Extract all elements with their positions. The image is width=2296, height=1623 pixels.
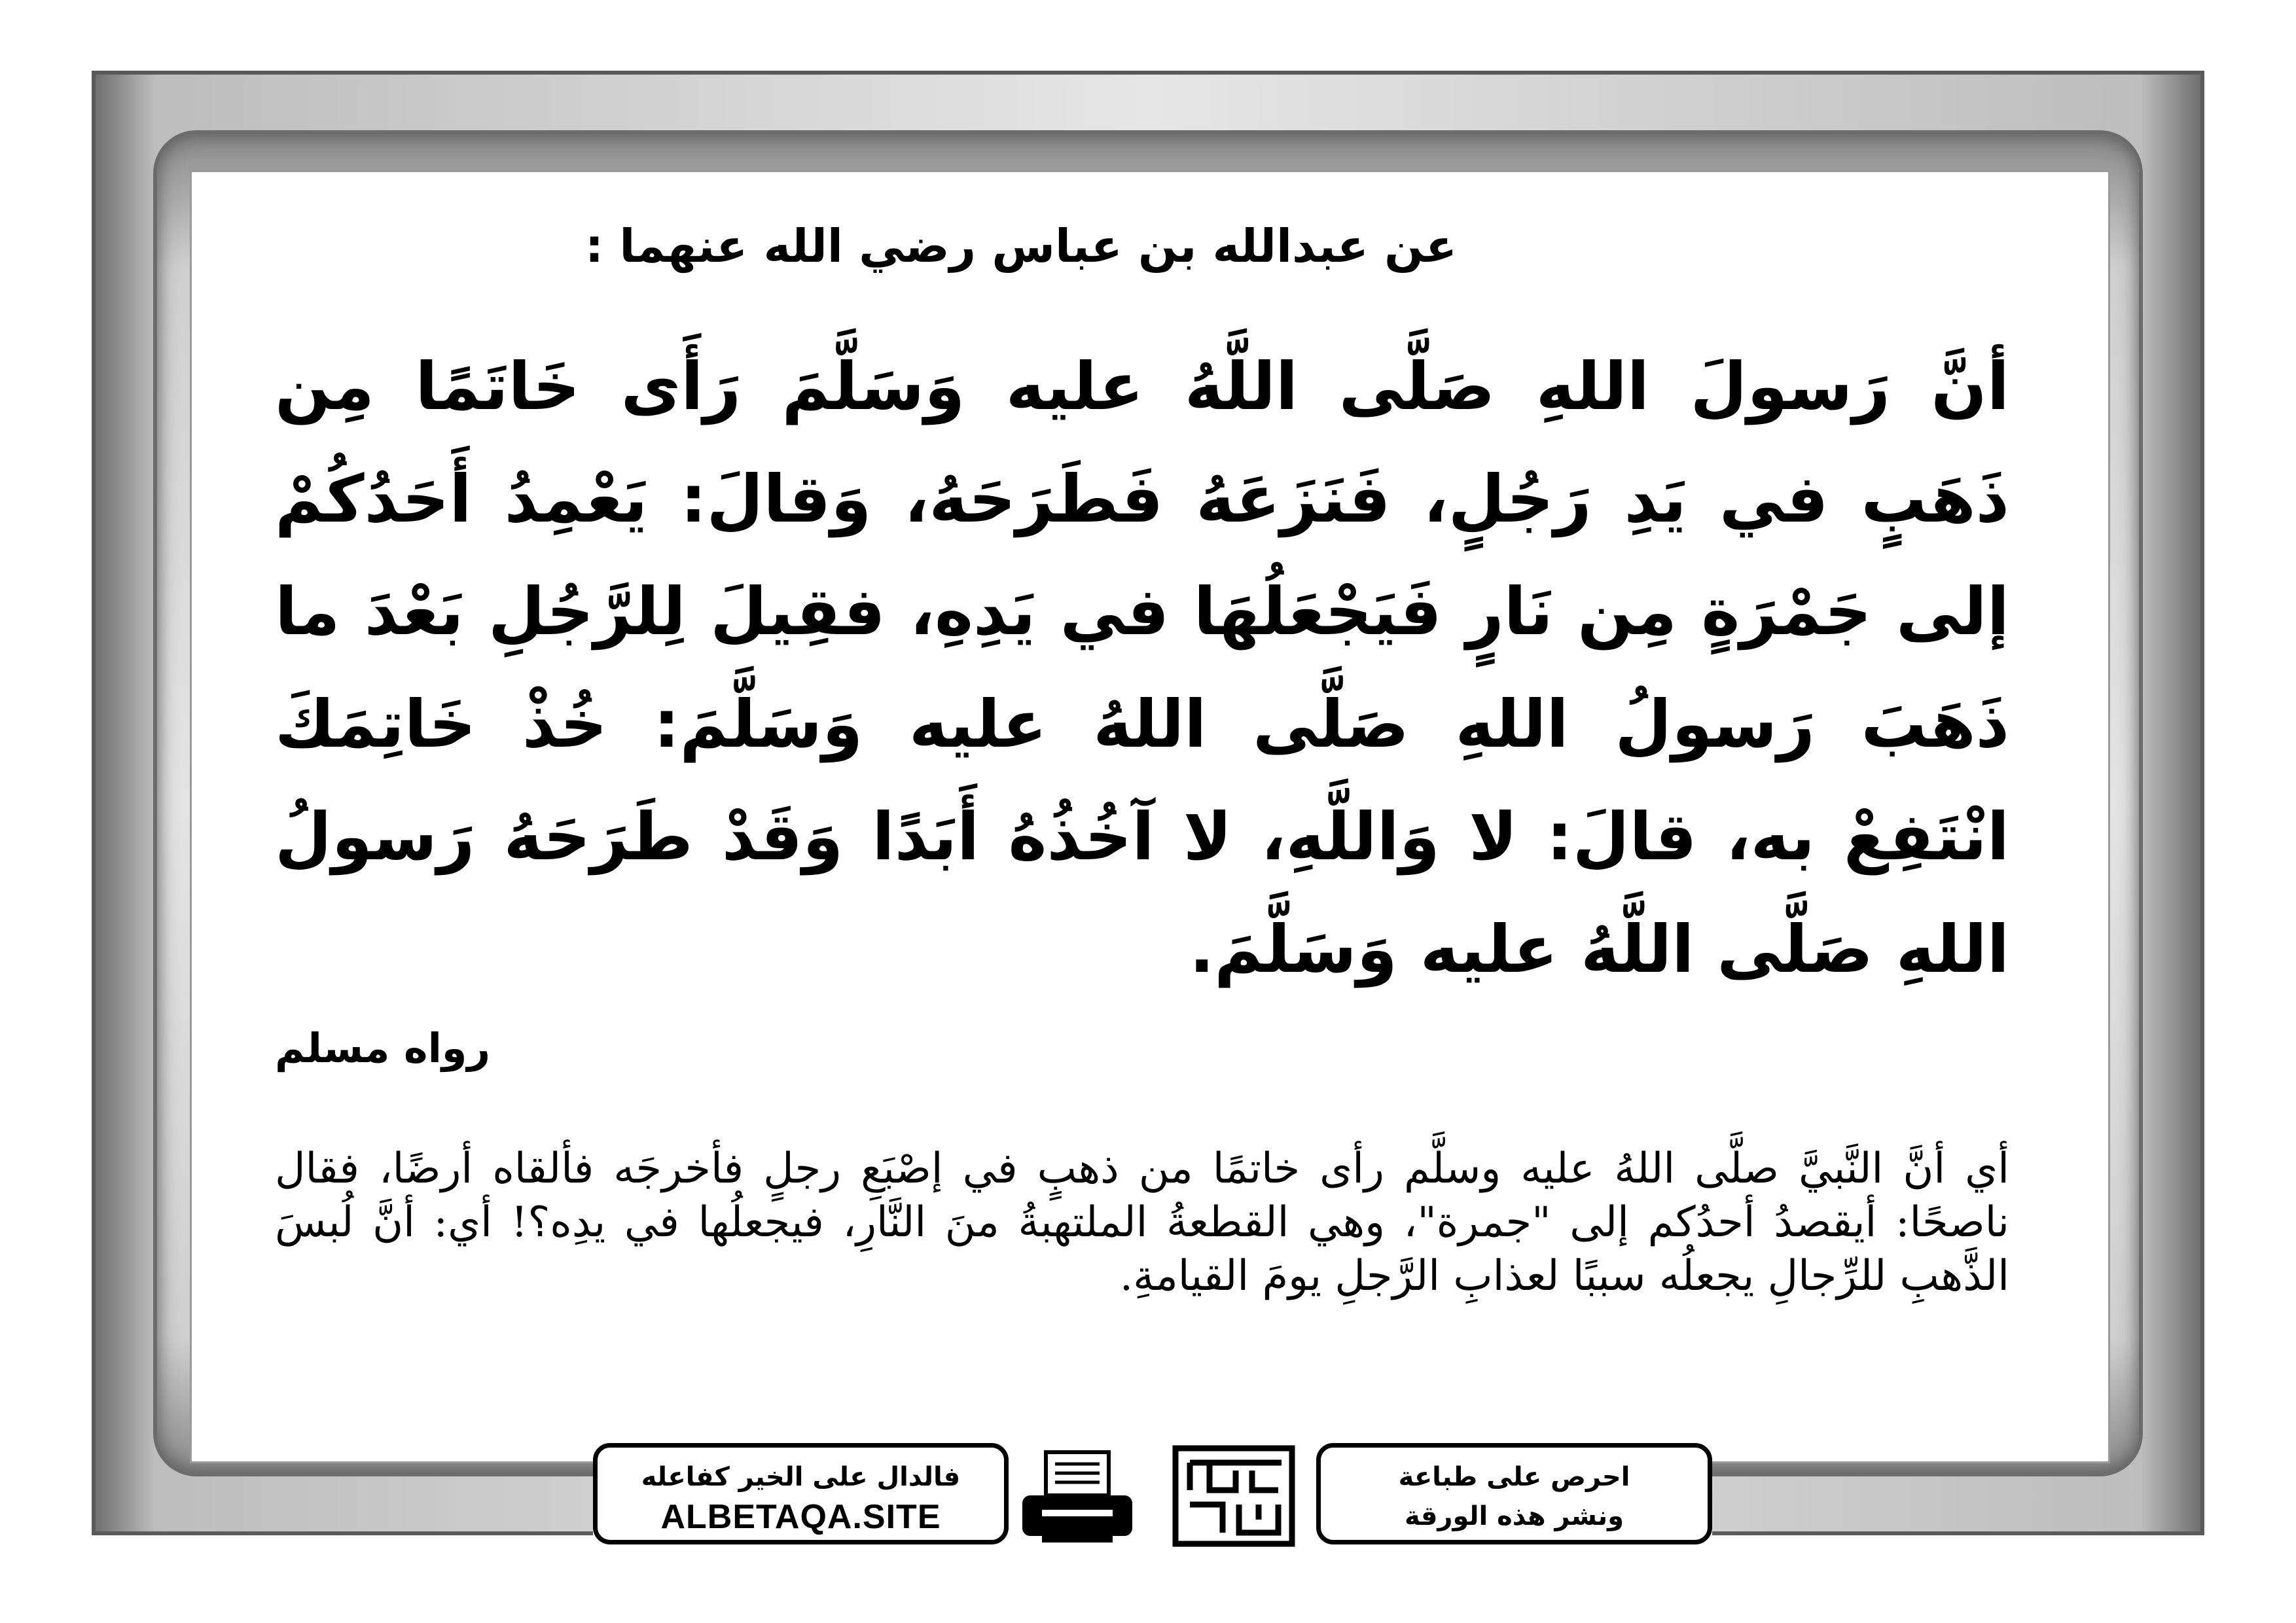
footer-share-line1: احرص على طباعة	[1398, 1462, 1630, 1492]
hadith-source: عن عبدالله بن عباس رضي الله عنهما :	[585, 219, 1457, 273]
printer-icon	[1018, 1450, 1136, 1544]
footer-proverb: فالدال على الخير كفاعله	[641, 1462, 961, 1492]
hadith-text: أنَّ رَسولَ اللهِ صَلَّى اللَّهُ عليه وَسَلَّمَ رَأَى خَاتَمًا مِن ذَهَبٍ في يَدِ رَجُلٍ، فَنَزَعَهُ فَطَرَحَهُ، وَقالَ: يَعْمِدُ أَحَدُكُمْ إلى جَمْرَةٍ مِن نَارٍ فَيَجْعَلُهَا في يَدِهِ، فقِيلَ لِلرَّجُلِ بَعْدَ ما ذَهَبَ رَسولُ اللهِ صَلَّى اللهُ عليه وَسَلَّمَ: خُذْ خَاتِمَكَ انْتَفِعْ به، قالَ: لا وَاللَّهِ، لا آخُذُهُ أَبَدًا وَقَدْ طَرَحَهُ رَسولُ اللهِ صَلَّى اللَّهُ عليه وَسَلَّمَ.	[275, 348, 2009, 988]
narrator-attribution: رواه مسلم	[275, 1024, 491, 1072]
footer-website[interactable]: ALBETAQA.SITE	[660, 1498, 941, 1536]
footer-website-box	[593, 1443, 1009, 1544]
hadith-explanation: أي أنَّ النَّبيَّ صلَّى اللهُ عليه وسلَّم رأى خاتمًا من ذهبٍ في إصْبَعِ رجلٍ فأخرجَه فألقاه أرضًا، فقال ناصحًا: أيقصدُ أحدُكم إلى "جمرة"، وهي القطعةُ الملتهبةُ منَ النَّارِ، فيجعلُها في يدِه؟! أي: أنَّ لُبسَ الذَّهبِ للرِّجالِ يجعلُه سببًا لعذابِ الرَّجلِ يومَ القيامةِ.	[275, 1145, 2009, 1300]
footer-share-box	[1316, 1443, 1712, 1544]
footer-bar	[593, 1443, 1712, 1554]
daawah-card-logo-icon	[1170, 1444, 1298, 1549]
footer-share-line2: ونشر هذه الورقة	[1404, 1501, 1624, 1531]
